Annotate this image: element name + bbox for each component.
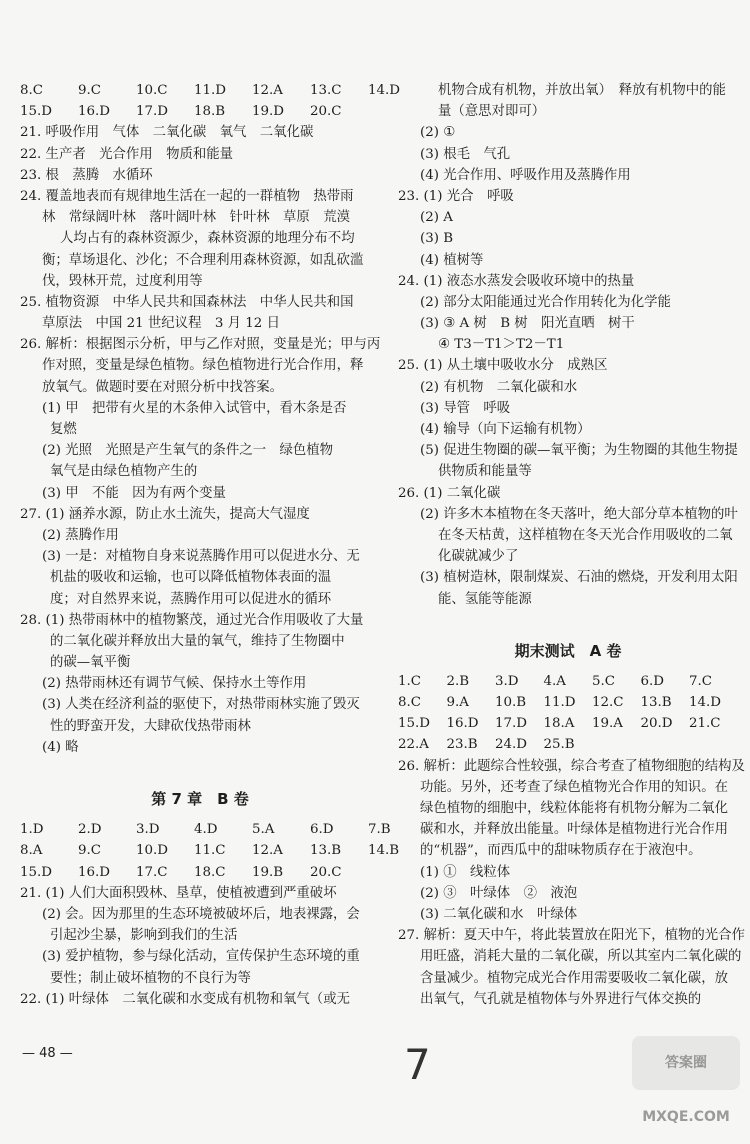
answer-line: 27. (1) 涵养水源，防止水土流失，提高大气湿度: [20, 506, 310, 522]
answer-line: 在冬天枯黄，这样植物在冬天光合作用吸收的二氧: [438, 527, 733, 543]
answer-item: 9.C: [78, 83, 102, 98]
right-column: [398, 80, 745, 1010]
answer-line: (2) A: [420, 210, 453, 226]
answer-item: 5.A: [252, 822, 275, 838]
answer-line: (3) 植树造林，限制煤炭、石油的燃烧，开发利用太阳: [420, 570, 738, 586]
answer-line: (2) 蒸腾作用: [42, 527, 119, 543]
answer-line: 作对照，变量是绿色植物。绿色植物进行光合作用，释: [42, 358, 364, 374]
answer-item: 2.D: [78, 822, 102, 838]
answer-line: 林 常绿阔叶林 落叶阔叶林 针叶林 草原 荒漠: [42, 210, 350, 226]
answer-line: (3) 导管 呼吸: [420, 400, 511, 416]
answer-item: 10.C: [136, 83, 168, 98]
answer-line: (5) 促进生物圈的碳—氧平衡；为生物圈的其他生物提: [420, 443, 738, 459]
answer-item: 10.D: [136, 843, 169, 859]
answer-line: 伐，毁林开荒，过度利用等: [42, 273, 203, 289]
answer-line: 的二氧化碳并释放出大量的氧气，维持了生物圈中: [50, 633, 345, 649]
answer-line: 衡；草场退化、沙化；不合理利用森林资源，如乱砍滥: [42, 252, 364, 268]
answer-line: 机物合成有机物，并放出氧） 释放有机物中的能: [438, 83, 726, 98]
answer-item: 19.B: [252, 864, 284, 880]
answer-item: 1.D: [20, 822, 44, 838]
answer-item: 18.B: [194, 104, 226, 120]
answer-item: 21.C: [689, 716, 721, 732]
answer-item: 19.A: [592, 716, 623, 732]
answer-line: 碳和水，并释放出能量。叶绿体是植物进行光合作用: [420, 822, 728, 838]
answer-line: (3) 人类在经济利益的驱使下，对热带雨林实施了毁灭: [42, 697, 360, 713]
answer-row: [398, 692, 738, 713]
answer-item: 6.D: [640, 673, 665, 689]
answer-item: 3.D: [136, 822, 160, 838]
answer-line: 出氧气，气孔就是植物体与外界进行气体交换的: [420, 991, 702, 1007]
answer-line: (1) ① 线粒体: [420, 864, 511, 880]
answer-line: 23. (1) 光合 呼吸: [398, 188, 514, 204]
answer-line: 27. 解析：夏天中午，将此装置放在阳光下，植物的光合作: [398, 928, 745, 944]
answer-line: (2) 许多木本植物在冬天落叶，绝大部分草本植物的叶: [420, 506, 738, 522]
answer-row: [20, 819, 391, 840]
answer-item: 17.D: [136, 104, 169, 120]
answer-line: (1) 甲 把带有火星的木条伸入试管中，看木条是否: [42, 400, 347, 416]
answer-row: [398, 671, 738, 692]
answer-line: (3) B: [420, 231, 454, 247]
watermark-logo: 答案圈 MXQE.COM: [632, 1036, 740, 1090]
handwritten-mark: 7: [404, 1040, 431, 1089]
answer-line: (4) 略: [42, 739, 79, 755]
answer-line: 26. 解析：此题综合性较强，综合考查了植物细胞的结构及: [398, 758, 745, 774]
answer-row: [20, 101, 380, 122]
answer-line: 24. (1) 液态水蒸发会吸收环境中的热量: [398, 273, 635, 289]
answer-item: 15.D: [398, 716, 431, 732]
answer-item: 14.B: [368, 843, 400, 859]
answer-line: 氧气是由绿色植物产生的: [50, 464, 198, 480]
answer-line: 21. 呼吸作用 气体 二氧化碳 氧气 二氧化碳: [20, 125, 314, 141]
answer-line: 放氧气。做题时要在对照分析中找答案。: [42, 379, 284, 395]
answer-item: 9.C: [78, 843, 102, 859]
left-column: [20, 80, 401, 1010]
answer-item: 20.C: [310, 104, 342, 120]
answer-item: 7.C: [689, 673, 713, 689]
answer-item: 12.C: [592, 695, 624, 711]
answer-line: 26. (1) 二氧化碳: [398, 485, 501, 501]
answer-item: 8.A: [20, 843, 43, 859]
answer-line: 供物质和能量等: [438, 464, 532, 480]
answer-item: 17.C: [136, 864, 168, 880]
answer-line: (2) 光照 光照是产生氧气的条件之一 绿色植物: [42, 443, 334, 459]
answer-item: 18.A: [543, 716, 575, 732]
answer-item: 15.D: [20, 864, 53, 880]
answer-line: 22. 生产者 光合作用 物质和能量: [20, 146, 234, 162]
answer-item: 23.B: [446, 737, 478, 753]
answer-item: 17.D: [495, 716, 528, 732]
answer-line: 绿色植物的细胞中，线粒体能将有机物分解为二氧化: [420, 801, 728, 816]
answer-row: [398, 734, 738, 755]
answer-line: (2) 有机物 二氧化碳和水: [420, 379, 578, 395]
answer-item: 16.D: [446, 716, 479, 732]
answer-line: (2) 热带雨林还有调节气候、保持水土等作用: [42, 676, 307, 692]
answer-item: 13.B: [310, 843, 342, 859]
answer-line: 含量减少。植物完成光合作用需要吸收二氧化碳，放: [420, 970, 728, 986]
answer-item: 6.D: [310, 822, 334, 838]
section-title: 期末测试 A 卷: [514, 641, 622, 660]
answer-item: 18.C: [194, 864, 226, 880]
answer-item: 9.A: [446, 695, 469, 711]
answer-line: 用旺盛，消耗大量的二氧化碳，所以其室内二氧化碳的: [420, 949, 742, 965]
answer-line: (2) 会。因为那里的生态环境被破坏后，地表裸露，会: [42, 906, 360, 922]
answer-line: 量（意思对即可）: [438, 104, 546, 120]
answer-row: [398, 713, 738, 734]
answer-item: 15.D: [20, 104, 53, 120]
answer-item: 12.A: [252, 843, 283, 859]
answer-item: 13.C: [310, 83, 342, 98]
answer-line: (4) 光合作用、呼吸作用及蒸腾作用: [420, 167, 631, 183]
answer-row: [20, 840, 400, 861]
answer-line: 机盐的吸收和运输，也可以降低植物体表面的温: [50, 570, 332, 586]
answer-line: 引起沙尘暴，影响到我们的生活: [50, 928, 238, 944]
answer-line: 21. (1) 人们大面积毁林、垦草，使植被遭到严重破坏: [20, 885, 337, 901]
answer-line: 23. 根 蒸腾 水循环: [20, 167, 153, 183]
answer-line: 人均占有的森林资源少，森林资源的地理分布不均: [60, 231, 355, 247]
answer-line: 的“机器”，而西瓜中的甜味物质存在于液泡中。: [420, 843, 702, 859]
answer-item: 8.C: [20, 83, 44, 98]
answer-line: (4) 植树等: [420, 252, 484, 268]
answer-item: 11.D: [194, 83, 227, 98]
answer-item: 4.A: [543, 673, 566, 689]
answer-item: 14.D: [689, 695, 722, 711]
answer-item: 16.D: [78, 104, 111, 120]
answer-line: (3) 根毛 气孔: [420, 146, 511, 162]
answer-line: 的碳—氧平衡: [50, 655, 131, 671]
answer-line: 功能。另外，还考查了绿色植物光合作用的知识。在: [420, 779, 728, 795]
answer-item: 20.C: [310, 864, 342, 880]
answer-item: 22.A: [398, 737, 429, 753]
answer-line: 26. 解析：根据图示分析，甲与乙作对照，变量是光；甲与丙: [20, 337, 381, 353]
answer-line: (3) 一是：对植物自身来说蒸腾作用可以促进水分、无: [42, 549, 360, 565]
answer-item: 11.D: [543, 695, 576, 711]
answer-line: 25. (1) 从土壤中吸收水分 成熟区: [398, 358, 608, 374]
answer-line: 度；对自然界来说，蒸腾作用可以促进水的循环: [50, 591, 332, 607]
answer-item: 7.B: [368, 822, 391, 838]
answer-item: 25.B: [543, 737, 575, 753]
answer-line: (3) 爱护植物，参与绿化活动，宣传保护生态环境的重: [42, 949, 360, 965]
answer-line: (3) ③ A 树 B 树 阳光直晒 树干: [420, 316, 635, 332]
answer-line: (2) ①: [420, 125, 456, 141]
answer-line: 22. (1) 叶绿体 二氧化碳和水变成有机物和氧气（或无: [20, 991, 350, 1007]
answer-item: 4.D: [194, 822, 218, 838]
answer-item: 2.B: [446, 673, 470, 689]
answer-line: (4) 输导（向下运输有机物）: [420, 422, 591, 437]
answer-item: 20.D: [640, 716, 673, 732]
answer-line: 化碳就减少了: [438, 549, 519, 565]
section-title: 第 7 章 B 卷: [151, 790, 249, 809]
page-number: — 48 —: [22, 1046, 73, 1061]
answer-item: 16.D: [78, 864, 111, 880]
answer-item: 5.C: [592, 673, 616, 689]
answer-item: 3.D: [495, 673, 519, 689]
answer-line: ④ T3－T1＞T2－T1: [438, 337, 565, 353]
answer-row: [20, 80, 401, 101]
answer-item: 10.B: [495, 695, 527, 711]
answer-item: 14.D: [368, 83, 401, 98]
answer-item: 13.B: [640, 695, 672, 711]
answer-line: 25. 植物资源 中华人民共和国森林法 中华人民共和国: [20, 294, 354, 310]
answer-item: 24.D: [495, 737, 528, 753]
answer-line: 要性；制止破坏植物的不良行为等: [50, 970, 251, 986]
answer-item: 11.C: [194, 843, 226, 859]
answer-item: 19.D: [252, 104, 285, 120]
answer-line: 能、氢能等能源: [438, 591, 532, 607]
answer-row: [20, 862, 380, 883]
answer-item: 12.A: [252, 83, 283, 98]
answer-line: 24. 覆盖地表而有规律地生活在一起的一群植物 热带雨: [20, 188, 354, 204]
answer-line: (2) 部分太阳能通过光合作用转化为化学能: [420, 294, 671, 310]
answer-item: 1.C: [398, 673, 422, 689]
answer-line: 复燃: [50, 422, 77, 437]
answer-line: 性的野蛮开发，大肆砍伐热带雨林: [50, 718, 251, 734]
answer-line: (2) ③ 叶绿体 ② 液泡: [420, 885, 578, 901]
answer-item: 8.C: [398, 695, 422, 711]
answer-line: 草原法 中国 21 世纪议程 3 月 12 日: [42, 316, 280, 332]
answer-line: 28. (1) 热带雨林中的植物繁茂，通过光合作用吸收了大量: [20, 612, 364, 628]
answer-line: (3) 甲 不能 因为有两个变量: [42, 485, 226, 501]
answer-line: (3) 二氧化碳和水 叶绿体: [420, 906, 578, 922]
